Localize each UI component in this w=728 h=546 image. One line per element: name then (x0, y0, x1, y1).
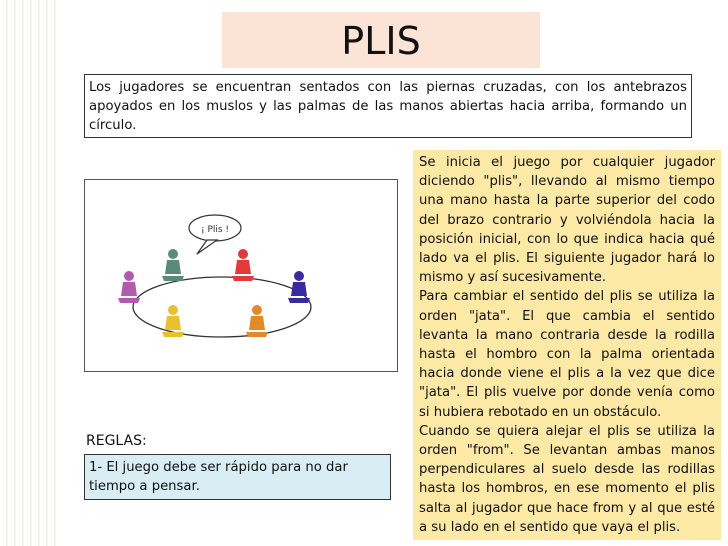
seated-player-icon (118, 271, 140, 303)
players-ring (133, 277, 311, 337)
paragraph-start: Se inicia el juego por cualquier jugador diciendo "plis", llevando al mismo tiempo una mano hasta la parte superior del codo del brazo contrario y volviéndola hacia la posición inicial, con lo que indica hacia qué lado va el plis. El siguiente jugador hará lo mismo y así sucesivamente. (419, 155, 715, 286)
rules-description (413, 150, 721, 540)
players-circle-drawing (85, 180, 397, 371)
seated-player-icon (246, 305, 268, 337)
paragraph-from: Cuando se quiera alejar el plis se utiliza la orden "from". Se levantan ambas manos perpendiculares al suelo desde las rodillas hasta los hombros, en ese momento el plis salta al jugador que hace from y al que esté a su lado en el sentido que vaya el plis. (419, 423, 715, 535)
intro-text: Los jugadores se encuentran sentados con las piernas cruzadas, con los antebrazos apoyados en los muslos y las palmas de las manos abiertas hacia arriba, formando un círculo. (84, 74, 692, 138)
seated-player-icon (288, 271, 310, 303)
page-title: PLIS (341, 19, 421, 63)
game-illustration (84, 179, 398, 372)
rule-1-box: 1- El juego debe ser rápido para no dar tiempo a pensar. (84, 454, 391, 500)
seated-player-icon (162, 249, 184, 281)
side-decoration (0, 0, 60, 546)
seated-player-icon (232, 249, 254, 281)
rules-heading: REGLAS: (86, 433, 147, 449)
speech-bubble-icon (189, 215, 241, 254)
paragraph-jata: Para cambiar el sentido del plis se utiliza la orden "jata". El que cambia el sentido levanta la mano contraria desde la rodilla hasta el hombro con la palma orientada hacia donde viene el plis a la vez que dice "jata". El plis vuelve por donde venía como si hubiera rebotado en un obstáculo. (419, 289, 715, 420)
bubble-text: ¡ Plis ! (200, 225, 230, 235)
seated-player-icon (162, 305, 184, 337)
